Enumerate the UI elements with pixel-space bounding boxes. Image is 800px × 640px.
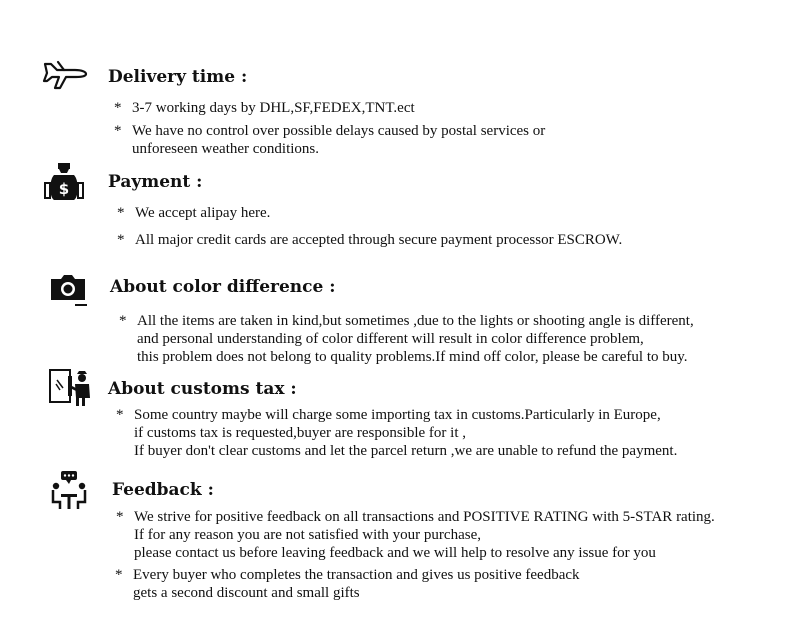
bullet-text: If for any reason you are not satisfied with your purchase, (134, 527, 481, 543)
section-customs-tax (0, 365, 800, 465)
customs-tax-title: About customs tax : (108, 379, 297, 399)
money-bag-symbol: $ (58, 180, 70, 198)
feedback-conversation-icon (50, 469, 88, 513)
feedback-title: Feedback : (112, 480, 214, 500)
delivery-time-title: Delivery time : (108, 67, 248, 87)
customs-tax-bullet-1 (116, 406, 677, 460)
bullet-marker: * (114, 123, 122, 139)
bullet-text: We strive for positive feedback on all transactions and POSITIVE RATING with 5-STAR rating. (134, 509, 715, 525)
customs-officer-icon (48, 368, 94, 408)
bullet-text: We have no control over possible delays caused by postal services or (132, 123, 546, 139)
bullet-text: If buyer don't clear customs and let the parcel return ,we are unable to refund the payment. (134, 443, 678, 459)
bullet-text: gets a second discount and small gifts (133, 585, 360, 601)
color-difference-title: About color difference : (110, 277, 336, 297)
bullet-marker: * (117, 232, 125, 248)
bullet-marker: * (116, 509, 124, 525)
camera-icon (48, 273, 88, 307)
delivery-bullet-1 (114, 99, 415, 117)
bullet-text: unforeseen weather conditions. (132, 141, 320, 157)
bullet-text: We accept alipay here. (135, 205, 271, 221)
bullet-marker: * (119, 313, 127, 329)
bullet-text: please contact us before leaving feedback and we will help to resolve any issue for you (134, 545, 656, 561)
bullet-text: and personal understanding of color different will result in color difference problem, (137, 331, 644, 347)
bullet-text: if customs tax is requested,buyer are responsible for it , (134, 425, 466, 441)
payment-bullet-1 (117, 204, 270, 222)
bullet-marker: * (115, 567, 123, 583)
bullet-marker: * (117, 205, 125, 221)
color-difference-bullet-1 (119, 312, 694, 366)
bullet-text: 3-7 working days by DHL,SF,FEDEX,TNT.ect (132, 100, 415, 116)
payment-bullet-2 (117, 231, 622, 249)
money-bag-icon (43, 162, 85, 202)
bullet-text: All major credit cards are accepted through secure payment processor ESCROW. (135, 232, 623, 248)
feedback-bullet-1 (116, 508, 715, 562)
section-payment (0, 160, 800, 260)
bullet-marker: * (114, 100, 122, 116)
payment-title: Payment : (108, 172, 203, 192)
section-delivery-time (0, 0, 800, 160)
bullet-text: Some country maybe will charge some importing tax in customs.Particularly in Europe, (134, 407, 661, 423)
section-color-difference (0, 265, 800, 365)
airplane-icon (42, 60, 88, 90)
bullet-text: Every buyer who completes the transaction and gives us positive feedback (133, 567, 580, 583)
bullet-text: this problem does not belong to quality problems.If mind off color, please be careful to buy. (137, 349, 688, 365)
section-feedback (0, 465, 800, 635)
feedback-bullet-2 (115, 566, 580, 602)
bullet-text: All the items are taken in kind,but sometimes ,due to the lights or shooting angle is different, (137, 313, 694, 329)
bullet-marker: * (116, 407, 124, 423)
delivery-bullet-2 (114, 122, 545, 158)
